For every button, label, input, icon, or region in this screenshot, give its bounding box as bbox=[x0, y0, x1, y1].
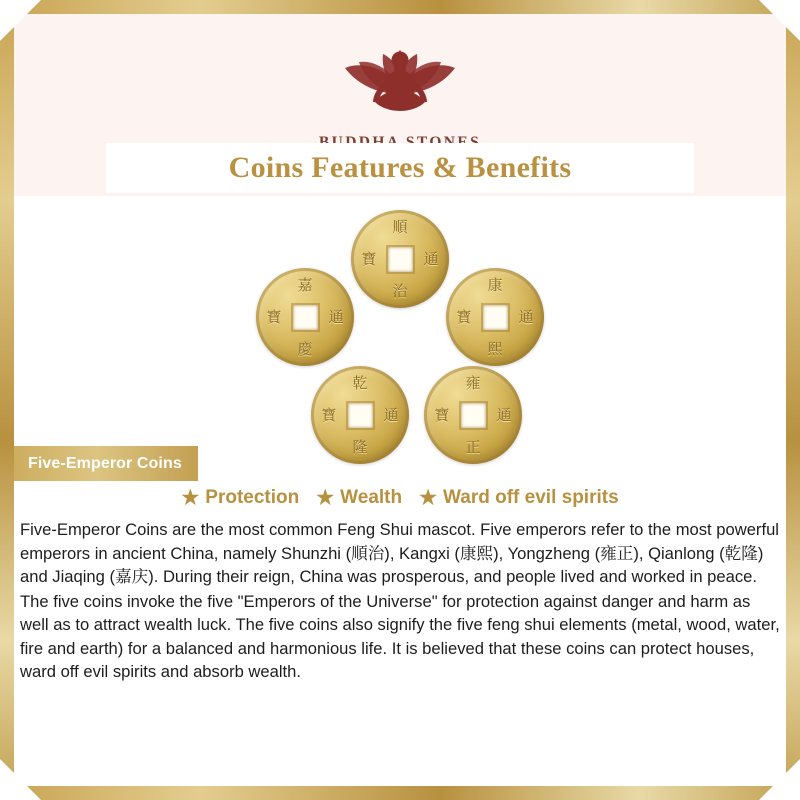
coin-hole bbox=[348, 403, 373, 428]
coin-glyph: 寶 bbox=[266, 308, 282, 326]
coins-illustration bbox=[14, 196, 786, 461]
benefits-row bbox=[14, 487, 786, 509]
coin-glyph: 順 bbox=[392, 218, 408, 236]
coin-glyph: 通 bbox=[383, 406, 399, 424]
brand-logo bbox=[14, 32, 786, 152]
coin-qianlong bbox=[311, 366, 409, 464]
coin-glyph: 熙 bbox=[487, 340, 503, 358]
coin-glyph: 寶 bbox=[321, 406, 337, 424]
title-bar bbox=[106, 143, 694, 193]
benefit-ward-off-evil-spirits bbox=[419, 487, 619, 509]
page-title: Coins Features & Benefits bbox=[228, 151, 572, 184]
star-icon: ★ bbox=[316, 487, 335, 509]
coin-glyph: 通 bbox=[328, 308, 344, 326]
coin-glyph: 慶 bbox=[297, 340, 313, 358]
coin-kangxi bbox=[446, 268, 544, 366]
benefit-protection bbox=[181, 487, 299, 509]
border-bottom bbox=[0, 786, 800, 800]
coin-glyph: 通 bbox=[423, 250, 439, 268]
section-label-text: Five-Emperor Coins bbox=[28, 454, 182, 472]
coin-hole bbox=[293, 305, 318, 330]
lotus-meditation-figure-icon bbox=[315, 32, 485, 128]
border-top bbox=[0, 0, 800, 14]
benefit-label: Ward off evil spirits bbox=[443, 487, 619, 508]
coin-hole bbox=[483, 305, 508, 330]
coin-glyph: 通 bbox=[496, 406, 512, 424]
coin-glyph: 治 bbox=[392, 282, 408, 300]
description-paragraph-1: Five-Emperor Coins are the most common Feng Shui mascot. Five emperors refer to the most powerful emperors in ancient China, namely Shunzhi (順治), Kangxi (康熙), Yongzheng (雍正), Qianlong (乾隆) and Jiaqing (嘉庆). During their reign, China was prosperous, and people lived and worked in peace. bbox=[20, 520, 779, 587]
coin-jiaqing bbox=[256, 268, 354, 366]
coin-hole bbox=[388, 247, 413, 272]
benefit-wealth bbox=[316, 487, 402, 509]
coin-glyph: 雍 bbox=[465, 374, 481, 392]
star-icon: ★ bbox=[181, 487, 200, 509]
coin-glyph: 寶 bbox=[456, 308, 472, 326]
coin-glyph: 隆 bbox=[352, 438, 368, 456]
coin-shunzhi bbox=[351, 210, 449, 308]
section-label-tab bbox=[14, 446, 198, 481]
description-paragraph-2: The five coins invoke the five "Emperors of the Universe" for protection against danger and harm as well as to attract wealth luck. The five coins also signify the five feng shui elements (metal, wood, water, fire and earth) for a balanced and harmonious life. It is believed that these coins can protect houses, ward off evil spirits and absorb wealth. bbox=[20, 591, 780, 682]
benefit-label: Protection bbox=[205, 487, 300, 508]
coin-glyph: 乾 bbox=[352, 374, 368, 392]
coin-glyph: 寶 bbox=[434, 406, 450, 424]
coin-glyph: 寶 bbox=[361, 250, 377, 268]
coin-glyph: 通 bbox=[518, 308, 534, 326]
coin-hole bbox=[461, 403, 486, 428]
border-right bbox=[786, 0, 800, 800]
coin-glyph: 嘉 bbox=[297, 276, 313, 294]
border-left bbox=[0, 0, 14, 800]
description-text bbox=[20, 518, 782, 684]
star-icon: ★ bbox=[419, 487, 438, 509]
coin-glyph: 正 bbox=[465, 438, 481, 456]
card-inner bbox=[14, 14, 786, 786]
benefit-label: Wealth bbox=[340, 487, 403, 508]
coin-glyph: 康 bbox=[487, 276, 503, 294]
coin-yongzheng bbox=[424, 366, 522, 464]
